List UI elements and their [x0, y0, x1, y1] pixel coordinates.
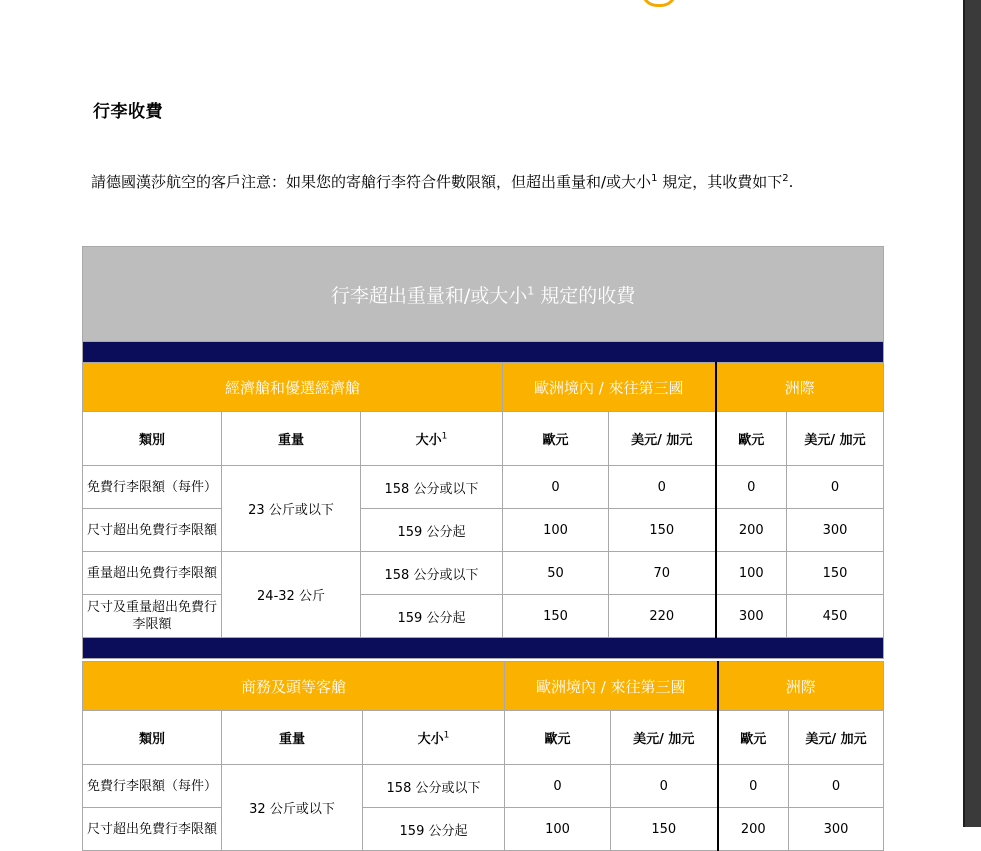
row-value: 100 [503, 509, 609, 552]
table-row [83, 808, 884, 851]
row-size: 159 公分起 [363, 808, 505, 851]
cabin-class-header: 經濟艙和優選經濟艙 [83, 363, 503, 412]
scrollbar-edge [963, 0, 965, 827]
page-title: 行李收費 [93, 102, 163, 122]
section-header-row [83, 363, 884, 412]
row-size: 159 公分起 [361, 509, 503, 552]
row-value: 150 [787, 552, 884, 595]
col-header-eur: 歐元 [505, 711, 611, 765]
row-value: 100 [716, 552, 787, 595]
row-value: 200 [716, 509, 787, 552]
intro-text: 請德國漢莎航空的客戶注意：如果您的寄艙行李符合件數限額，但超出重量和/或大小 [91, 173, 652, 191]
col-header-usd-cad: 美元/ 加元 [789, 711, 884, 765]
table-row [83, 595, 884, 638]
row-category: 尺寸及重量超出免費行李限額 [83, 595, 222, 638]
table-row [83, 765, 884, 808]
navy-divider [83, 342, 884, 363]
row-weight: 32 公斤或以下 [222, 765, 363, 851]
col-header-eur: 歐元 [503, 412, 609, 466]
row-value: 0 [716, 466, 787, 509]
table-caption: 行李超出重量和/或大小$^1$ 規定的收費 [83, 247, 884, 342]
col-header-usd-cad: 美元/ 加元 [609, 412, 716, 466]
vertical-scrollbar[interactable] [963, 0, 981, 827]
col-header-size: 大小$^1$ [361, 412, 503, 466]
row-size: 158 公分或以下 [361, 552, 503, 595]
row-category: 重量超出免費行李限額 [83, 552, 222, 595]
table-row [83, 509, 884, 552]
row-value: 0 [505, 765, 611, 808]
row-weight: 23 公斤或以下 [222, 466, 361, 552]
row-value: 150 [611, 808, 718, 851]
cabin-class-header: 商務及頭等客艙 [83, 662, 505, 711]
col-header-usd-cad: 美元/ 加元 [787, 412, 884, 466]
row-value: 0 [789, 765, 884, 808]
row-value: 450 [787, 595, 884, 638]
row-value: 100 [505, 808, 611, 851]
footnote-ref: 2 [782, 173, 789, 184]
row-value: 300 [789, 808, 884, 851]
row-value: 0 [503, 466, 609, 509]
row-category: 免費行李限額（每件） [83, 466, 222, 509]
col-header-usd-cad: 美元/ 加元 [611, 711, 718, 765]
table-caption-row [83, 247, 884, 342]
section-header-row [83, 662, 884, 711]
col-header-category: 類別 [83, 412, 222, 466]
intro-text: 規定，其收費如下 [657, 173, 783, 191]
region-header-europe: 歐洲境內 / 來往第三國 [503, 363, 716, 412]
region-header-europe: 歐洲境內 / 來往第三國 [505, 662, 718, 711]
row-value: 50 [503, 552, 609, 595]
row-size: 158 公分或以下 [361, 466, 503, 509]
row-value: 0 [611, 765, 718, 808]
region-header-intercontinental: 洲際 [718, 662, 884, 711]
row-category: 尺寸超出免費行李限額 [83, 808, 222, 851]
table-row [83, 552, 884, 595]
col-header-eur: 歐元 [718, 711, 789, 765]
row-size: 159 公分起 [361, 595, 503, 638]
footnote-ref: 1 [651, 173, 658, 184]
row-value: 150 [609, 509, 716, 552]
fee-table-section-2 [82, 661, 884, 851]
row-value: 150 [503, 595, 609, 638]
column-header-row [83, 711, 884, 765]
row-size: 158 公分或以下 [363, 765, 505, 808]
row-category: 免費行李限額（每件） [83, 765, 222, 808]
row-value: 0 [718, 765, 789, 808]
logo-arc-icon [641, 0, 677, 7]
row-category: 尺寸超出免費行李限額 [83, 509, 222, 552]
row-weight: 24-32 公斤 [222, 552, 361, 638]
row-value: 300 [787, 509, 884, 552]
intro-text: . [788, 173, 794, 191]
row-value: 0 [787, 466, 884, 509]
col-header-weight: 重量 [222, 711, 363, 765]
row-value: 300 [716, 595, 787, 638]
row-value: 0 [609, 466, 716, 509]
row-value: 70 [609, 552, 716, 595]
col-header-size: 大小$^1$ [363, 711, 505, 765]
fee-table [82, 246, 883, 659]
row-value: 220 [609, 595, 716, 638]
intro-paragraph [91, 168, 861, 193]
fee-table [82, 661, 883, 851]
row-value: 200 [718, 808, 789, 851]
navy-divider [83, 638, 884, 659]
table-row [83, 466, 884, 509]
region-header-intercontinental: 洲際 [716, 363, 884, 412]
col-header-weight: 重量 [222, 412, 361, 466]
col-header-eur: 歐元 [716, 412, 787, 466]
fee-table-section-1 [82, 246, 884, 659]
col-header-category: 類別 [83, 711, 222, 765]
column-header-row [83, 412, 884, 466]
